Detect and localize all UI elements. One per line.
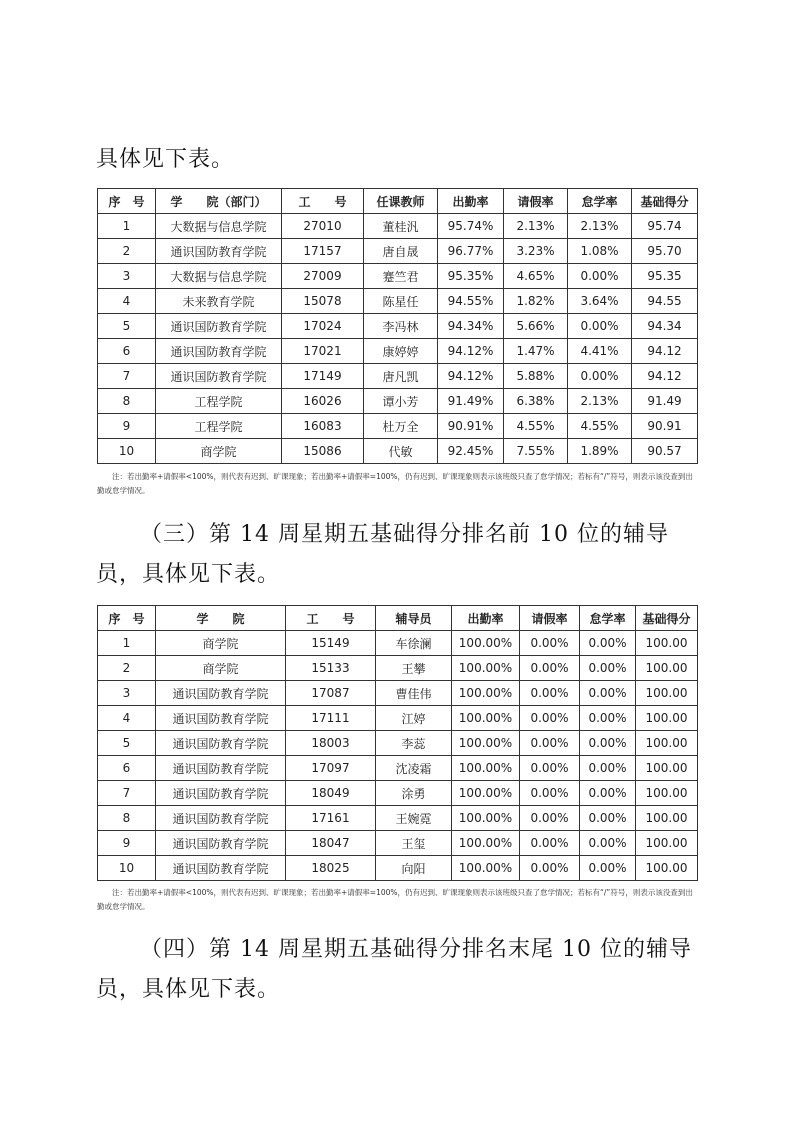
table-cell: 通识国防教育学院 bbox=[156, 681, 286, 706]
table-cell: 0.00% bbox=[580, 806, 636, 831]
table-cell: 16083 bbox=[282, 414, 364, 439]
table-row bbox=[98, 731, 698, 756]
table-cell: 大数据与信息学院 bbox=[156, 214, 282, 239]
section4-paragraph: （四）第 14 周星期五基础得分排名末尾 10 位的辅导员，具体见下表。 bbox=[96, 937, 692, 1002]
table-cell: 8 bbox=[98, 389, 156, 414]
table-cell: 0.00% bbox=[580, 831, 636, 856]
table-cell: 1 bbox=[98, 631, 156, 656]
table-cell: 0.00% bbox=[568, 264, 632, 289]
table-cell: 17097 bbox=[286, 756, 376, 781]
table-cell: 0.00% bbox=[520, 681, 580, 706]
table-cell: 91.49 bbox=[632, 389, 698, 414]
table-cell: 李蕊 bbox=[376, 731, 452, 756]
table-cell: 0.00% bbox=[520, 831, 580, 856]
table-cell: 100.00% bbox=[452, 631, 520, 656]
table-cell: 95.70 bbox=[632, 239, 698, 264]
header-cell: 工 号 bbox=[282, 189, 364, 214]
table-cell: 4.65% bbox=[504, 264, 568, 289]
table-cell: 94.12 bbox=[632, 339, 698, 364]
table-cell: 江婷 bbox=[376, 706, 452, 731]
table-cell: 李冯林 bbox=[364, 314, 438, 339]
table-cell: 工程学院 bbox=[156, 389, 282, 414]
table-row bbox=[98, 631, 698, 656]
header-cell: 基础得分 bbox=[632, 189, 698, 214]
table-row bbox=[98, 831, 698, 856]
table-cell: 商学院 bbox=[156, 439, 282, 464]
table-cell: 3 bbox=[98, 264, 156, 289]
table-cell: 100.00 bbox=[636, 731, 698, 756]
table-cell: 1 bbox=[98, 214, 156, 239]
table-row bbox=[98, 264, 698, 289]
table-cell: 通识国防教育学院 bbox=[156, 314, 282, 339]
table-cell: 100.00 bbox=[636, 831, 698, 856]
table-cell: 0.00% bbox=[580, 706, 636, 731]
table-cell: 15133 bbox=[286, 656, 376, 681]
table-cell: 18049 bbox=[286, 781, 376, 806]
table-row bbox=[98, 656, 698, 681]
table-row bbox=[98, 314, 698, 339]
table-cell: 100.00% bbox=[452, 656, 520, 681]
counselor-table-body bbox=[98, 631, 698, 881]
table-cell: 7 bbox=[98, 364, 156, 389]
table-cell: 0.00% bbox=[520, 856, 580, 881]
table-cell: 94.12% bbox=[438, 339, 504, 364]
table-cell: 7 bbox=[98, 781, 156, 806]
table-row bbox=[98, 806, 698, 831]
table-cell: 0.00% bbox=[580, 681, 636, 706]
table-row bbox=[98, 439, 698, 464]
table-header-row bbox=[98, 189, 698, 214]
table-cell: 通识国防教育学院 bbox=[156, 339, 282, 364]
table-cell: 27010 bbox=[282, 214, 364, 239]
table2-note: 注：若出勤率+请假率<100%，则代表有迟到、旷课现象；若出勤率+请假率=100%，仍有迟到、旷课现象则表示该班级只查了怠学情况；若标有“/”符号，则表示该没查到出勤或怠学情况。 bbox=[97, 888, 693, 911]
table-cell: 18047 bbox=[286, 831, 376, 856]
table-row bbox=[98, 239, 698, 264]
table-cell: 17157 bbox=[282, 239, 364, 264]
table-cell: 0.00% bbox=[568, 314, 632, 339]
table-cell: 通识国防教育学院 bbox=[156, 806, 286, 831]
table-cell: 10 bbox=[98, 439, 156, 464]
header-cell: 学 院 bbox=[156, 606, 286, 631]
table-cell: 通识国防教育学院 bbox=[156, 731, 286, 756]
table-row bbox=[98, 339, 698, 364]
table-cell: 27009 bbox=[282, 264, 364, 289]
table-cell: 2 bbox=[98, 656, 156, 681]
header-cell: 出勤率 bbox=[438, 189, 504, 214]
table-cell: 4 bbox=[98, 706, 156, 731]
table1-note: 注：若出勤率+请假率<100%，则代表有迟到、旷课现象；若出勤率+请假率=100%，仍有迟到、旷课现象则表示该班级只查了怠学情况；若标有“/”符号，则表示该没查到出勤或怠学情况。 bbox=[97, 472, 693, 495]
table-cell: 90.57 bbox=[632, 439, 698, 464]
table-cell: 4 bbox=[98, 289, 156, 314]
table-cell: 0.00% bbox=[580, 856, 636, 881]
table-cell: 100.00% bbox=[452, 731, 520, 756]
table-cell: 100.00 bbox=[636, 631, 698, 656]
table-cell: 100.00 bbox=[636, 706, 698, 731]
table-cell: 0.00% bbox=[520, 756, 580, 781]
table-cell: 工程学院 bbox=[156, 414, 282, 439]
table-cell: 谭小芳 bbox=[364, 389, 438, 414]
table-cell: 通识国防教育学院 bbox=[156, 756, 286, 781]
table-cell: 沈凌霜 bbox=[376, 756, 452, 781]
table-cell: 15149 bbox=[286, 631, 376, 656]
table-cell: 曹佳伟 bbox=[376, 681, 452, 706]
table-row bbox=[98, 706, 698, 731]
table-cell: 8 bbox=[98, 806, 156, 831]
table-row bbox=[98, 289, 698, 314]
table-cell: 涂勇 bbox=[376, 781, 452, 806]
table-cell: 5.66% bbox=[504, 314, 568, 339]
table-cell: 通识国防教育学院 bbox=[156, 831, 286, 856]
table-cell: 96.77% bbox=[438, 239, 504, 264]
table-cell: 0.00% bbox=[580, 631, 636, 656]
table-cell: 95.35% bbox=[438, 264, 504, 289]
table-cell: 0.00% bbox=[520, 706, 580, 731]
table-cell: 5 bbox=[98, 731, 156, 756]
table-cell: 商学院 bbox=[156, 656, 286, 681]
table-cell: 17149 bbox=[282, 364, 364, 389]
table-cell: 100.00% bbox=[452, 681, 520, 706]
table-cell: 100.00% bbox=[452, 856, 520, 881]
table-cell: 94.55% bbox=[438, 289, 504, 314]
table-cell: 0.00% bbox=[520, 631, 580, 656]
header-cell: 工 号 bbox=[286, 606, 376, 631]
table-cell: 92.45% bbox=[438, 439, 504, 464]
table-cell: 90.91% bbox=[438, 414, 504, 439]
table-cell: 1.47% bbox=[504, 339, 568, 364]
table-cell: 陈星任 bbox=[364, 289, 438, 314]
table-cell: 0.00% bbox=[568, 364, 632, 389]
table-cell: 0.00% bbox=[520, 656, 580, 681]
table-cell: 0.00% bbox=[520, 781, 580, 806]
table-cell: 4.41% bbox=[568, 339, 632, 364]
table-cell: 唐凡凯 bbox=[364, 364, 438, 389]
teacher-ranking-table bbox=[97, 188, 698, 464]
table-row bbox=[98, 414, 698, 439]
table-cell: 车徐澜 bbox=[376, 631, 452, 656]
counselor-top-table bbox=[97, 605, 698, 881]
header-cell: 请假率 bbox=[504, 189, 568, 214]
table-cell: 9 bbox=[98, 414, 156, 439]
table-cell: 通识国防教育学院 bbox=[156, 856, 286, 881]
table-cell: 18003 bbox=[286, 731, 376, 756]
table-cell: 2.13% bbox=[568, 214, 632, 239]
table-cell: 100.00% bbox=[452, 706, 520, 731]
table-cell: 94.34 bbox=[632, 314, 698, 339]
header-cell: 序 号 bbox=[98, 606, 156, 631]
table-cell: 100.00% bbox=[452, 831, 520, 856]
table-cell: 94.55 bbox=[632, 289, 698, 314]
header-cell: 基础得分 bbox=[636, 606, 698, 631]
table-cell: 王婉霓 bbox=[376, 806, 452, 831]
table-cell: 2.13% bbox=[504, 214, 568, 239]
table-cell: 商学院 bbox=[156, 631, 286, 656]
table-cell: 100.00 bbox=[636, 656, 698, 681]
table-cell: 王攀 bbox=[376, 656, 452, 681]
table-cell: 18025 bbox=[286, 856, 376, 881]
table-cell: 杜万全 bbox=[364, 414, 438, 439]
table-cell: 100.00% bbox=[452, 781, 520, 806]
header-cell: 任课教师 bbox=[364, 189, 438, 214]
header-cell: 辅导员 bbox=[376, 606, 452, 631]
table-cell: 1.08% bbox=[568, 239, 632, 264]
table-row bbox=[98, 389, 698, 414]
table-cell: 6 bbox=[98, 756, 156, 781]
table-cell: 100.00% bbox=[452, 756, 520, 781]
table-cell: 唐自晟 bbox=[364, 239, 438, 264]
table-cell: 94.34% bbox=[438, 314, 504, 339]
header-cell: 怠学率 bbox=[580, 606, 636, 631]
table-row bbox=[98, 364, 698, 389]
table-cell: 0.00% bbox=[580, 656, 636, 681]
table-cell: 100.00% bbox=[452, 806, 520, 831]
table-cell: 1.82% bbox=[504, 289, 568, 314]
table-row bbox=[98, 681, 698, 706]
table-cell: 大数据与信息学院 bbox=[156, 264, 282, 289]
table-cell: 17161 bbox=[286, 806, 376, 831]
table-row bbox=[98, 856, 698, 881]
table-cell: 7.55% bbox=[504, 439, 568, 464]
table-row bbox=[98, 756, 698, 781]
table-cell: 100.00 bbox=[636, 856, 698, 881]
table-cell: 15078 bbox=[282, 289, 364, 314]
table-cell: 16026 bbox=[282, 389, 364, 414]
table-row bbox=[98, 214, 698, 239]
header-cell: 请假率 bbox=[520, 606, 580, 631]
table-cell: 代敏 bbox=[364, 439, 438, 464]
table-cell: 0.00% bbox=[520, 806, 580, 831]
table-cell: 17024 bbox=[282, 314, 364, 339]
header-cell: 序 号 bbox=[98, 189, 156, 214]
table-cell: 95.74 bbox=[632, 214, 698, 239]
table-cell: 100.00 bbox=[636, 681, 698, 706]
table-cell: 3.64% bbox=[568, 289, 632, 314]
table-row bbox=[98, 781, 698, 806]
table-cell: 3.23% bbox=[504, 239, 568, 264]
table-cell: 100.00 bbox=[636, 806, 698, 831]
table-cell: 通识国防教育学院 bbox=[156, 781, 286, 806]
table-cell: 10 bbox=[98, 856, 156, 881]
table-cell: 0.00% bbox=[580, 781, 636, 806]
header-cell: 学 院（部门） bbox=[156, 189, 282, 214]
table-cell: 向阳 bbox=[376, 856, 452, 881]
table-cell: 6.38% bbox=[504, 389, 568, 414]
table-cell: 康婷婷 bbox=[364, 339, 438, 364]
table-cell: 通识国防教育学院 bbox=[156, 706, 286, 731]
table-cell: 100.00 bbox=[636, 781, 698, 806]
table-cell: 15086 bbox=[282, 439, 364, 464]
section3-paragraph: （三）第 14 周星期五基础得分排名前 10 位的辅导员，具体见下表。 bbox=[96, 522, 669, 587]
table-cell: 1.89% bbox=[568, 439, 632, 464]
table-cell: 5.88% bbox=[504, 364, 568, 389]
table-cell: 蹇竺君 bbox=[364, 264, 438, 289]
table-cell: 17111 bbox=[286, 706, 376, 731]
table-cell: 9 bbox=[98, 831, 156, 856]
table-cell: 董桂汎 bbox=[364, 214, 438, 239]
table-cell: 0.00% bbox=[520, 731, 580, 756]
table-cell: 90.91 bbox=[632, 414, 698, 439]
table-cell: 5 bbox=[98, 314, 156, 339]
teacher-table-body bbox=[98, 214, 698, 464]
table-cell: 0.00% bbox=[580, 756, 636, 781]
table-cell: 91.49% bbox=[438, 389, 504, 414]
table-cell: 94.12% bbox=[438, 364, 504, 389]
table-cell: 通识国防教育学院 bbox=[156, 364, 282, 389]
table-cell: 0.00% bbox=[580, 731, 636, 756]
header-cell: 怠学率 bbox=[568, 189, 632, 214]
table-cell: 2.13% bbox=[568, 389, 632, 414]
table-header-row bbox=[98, 606, 698, 631]
table-cell: 94.12 bbox=[632, 364, 698, 389]
table-cell: 2 bbox=[98, 239, 156, 264]
table-cell: 100.00 bbox=[636, 756, 698, 781]
table-cell: 4.55% bbox=[504, 414, 568, 439]
table-cell: 3 bbox=[98, 681, 156, 706]
table-cell: 17087 bbox=[286, 681, 376, 706]
table-cell: 通识国防教育学院 bbox=[156, 239, 282, 264]
table-cell: 未来教育学院 bbox=[156, 289, 282, 314]
header-cell: 出勤率 bbox=[452, 606, 520, 631]
table-cell: 95.35 bbox=[632, 264, 698, 289]
table-cell: 95.74% bbox=[438, 214, 504, 239]
intro-paragraph: 具体见下表。 bbox=[96, 147, 235, 172]
table-cell: 王玺 bbox=[376, 831, 452, 856]
table-cell: 17021 bbox=[282, 339, 364, 364]
table-cell: 4.55% bbox=[568, 414, 632, 439]
table-cell: 6 bbox=[98, 339, 156, 364]
